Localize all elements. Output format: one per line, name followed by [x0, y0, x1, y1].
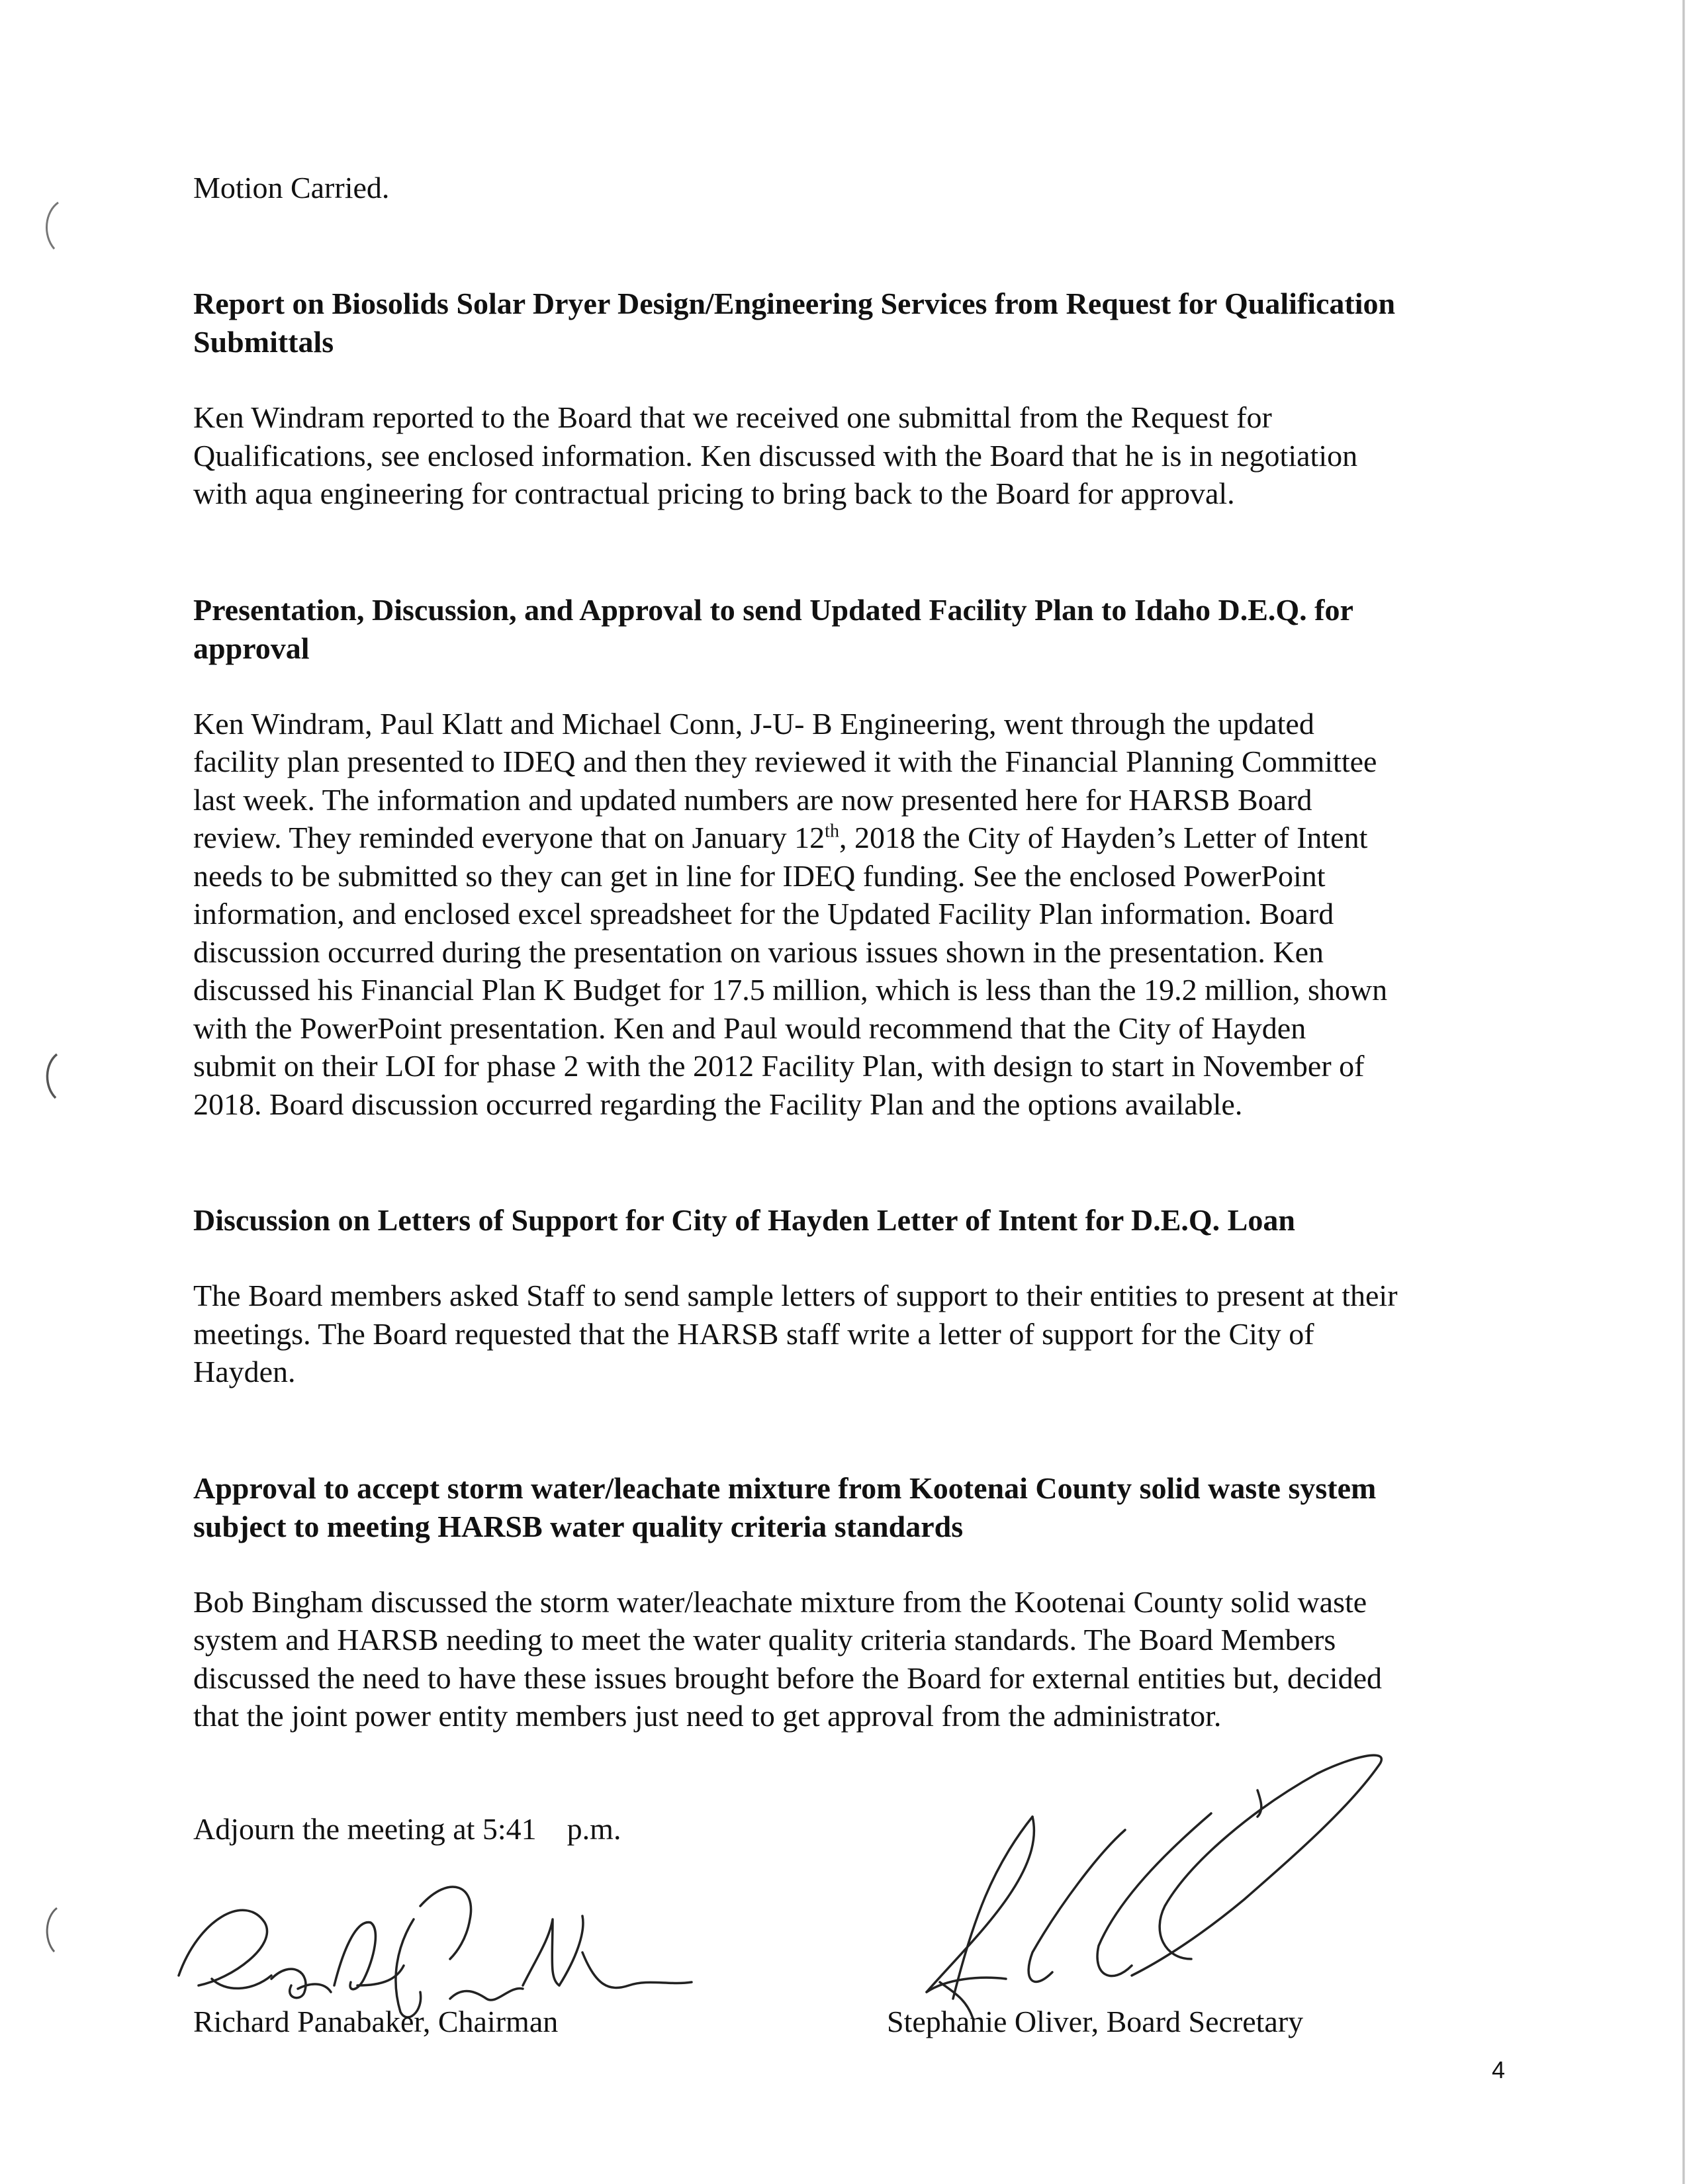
body-line: review. They reminded everyone that on January 12 [193, 821, 825, 854]
body-line-tail: , 2018 the City of Hayden’s Letter of Intent [839, 821, 1368, 854]
body-line: Hayden. [193, 1355, 296, 1388]
heading-line: Presentation, Discussion, and Approval to send Updated Facility Plan to Idaho D.E.Q. for [193, 592, 1353, 627]
body-line: Ken Windram reported to the Board that we received one submittal from the Request for [193, 400, 1272, 434]
body-line: with aqua engineering for contractual pricing to bring back to the Board for approval. [193, 477, 1235, 510]
heading-line: Approval to accept storm water/leachate mixture from Kootenai County solid waste system [193, 1471, 1377, 1505]
heading-line: approval [193, 631, 310, 665]
heading-line: Discussion on Letters of Support for City of Hayden Letter of Intent for D.E.Q. Loan [193, 1203, 1295, 1237]
heading-line: Submittals [193, 325, 334, 359]
page-number: 4 [1491, 2056, 1505, 2083]
body-line: Bob Bingham discussed the storm water/leachate mixture from the Kootenai County solid waste [193, 1584, 1367, 1619]
body-line: facility plan presented to IDEQ and then they reviewed it with the Financial Planning Committee [193, 745, 1377, 778]
section-storm-water [193, 1469, 1510, 1735]
scan-edge-line [1682, 0, 1685, 2184]
section-body [193, 1583, 1510, 1735]
body-line: last week. The information and updated numbers are now presented here for HARSB Board [193, 782, 1312, 817]
section-heading [193, 591, 1510, 668]
body-line: Ken Windram, Paul Klatt and Michael Conn, J-U- B Engineering, went through the updated [193, 706, 1314, 741]
body-line: Qualifications, see enclosed information. Ken discussed with the Board that he is in negotiation [193, 438, 1358, 473]
section-body [193, 705, 1510, 1124]
secretary-signature [927, 1755, 1381, 2019]
adjourn-text: Adjourn the meeting at 5:41 p.m. [193, 1812, 621, 1846]
section-body [193, 398, 1510, 513]
heading-line: Report on Biosolids Solar Dryer Design/Engineering Services from Request for Qualification [193, 287, 1396, 320]
section-heading [193, 1469, 1510, 1546]
scan-mark-middle [38, 1049, 61, 1102]
chairman-signature [179, 1887, 692, 2017]
body-line: discussion occurred during the presentation on various issues shown in the presentation. Ken [193, 934, 1324, 969]
body-line: The Board members asked Staff to send sample letters of support to their entities to present at their [193, 1279, 1398, 1312]
section-letters-of-support [193, 1201, 1510, 1391]
scan-mark-top [38, 199, 61, 251]
secretary-name: Stephanie Oliver, Board Secretary [887, 2005, 1304, 2038]
heading-line: subject to meeting HARSB water quality criteria standards [193, 1509, 964, 1543]
body-line: needs to be submitted so they can get in line for IDEQ funding. See the enclosed PowerPoint [193, 858, 1326, 893]
section-facility-plan [193, 591, 1510, 1124]
section-heading [193, 1201, 1510, 1240]
section-biosolids-report [193, 285, 1510, 513]
body-line: 2018. Board discussion occurred regarding the Facility Plan and the options available. [193, 1087, 1243, 1121]
body-line: submit on their LOI for phase 2 with the 2012 Facility Plan, with design to start in November of [193, 1049, 1365, 1083]
minutes-content [193, 169, 1510, 1735]
body-line: discussed his Financial Plan K Budget for 17.5 million, which is less than the 19.2 million, shown [193, 973, 1388, 1007]
chairman-name: Richard Panabaker, Chairman [193, 2005, 559, 2038]
scan-mark-bottom [38, 1903, 61, 1956]
body-line: discussed the need to have these issues brought before the Board for external entities but, decided [193, 1661, 1382, 1695]
section-heading [193, 285, 1510, 361]
body-line: information, and enclosed excel spreadsheet for the Updated Facility Plan information. Board [193, 897, 1334, 931]
body-line: with the PowerPoint presentation. Ken and Paul would recommend that the City of Hayden [193, 1011, 1306, 1045]
body-line: that the joint power entity members just need to get approval from the administrator. [193, 1699, 1222, 1733]
body-line: meetings. The Board requested that the HARSB staff write a letter of support for the City of [193, 1316, 1314, 1351]
ordinal-suffix: th [825, 821, 839, 842]
motion-carried-text: Motion Carried. [193, 171, 390, 205]
body-line: system and HARSB needing to meet the water quality criteria standards. The Board Members [193, 1623, 1336, 1657]
section-body [193, 1277, 1510, 1391]
